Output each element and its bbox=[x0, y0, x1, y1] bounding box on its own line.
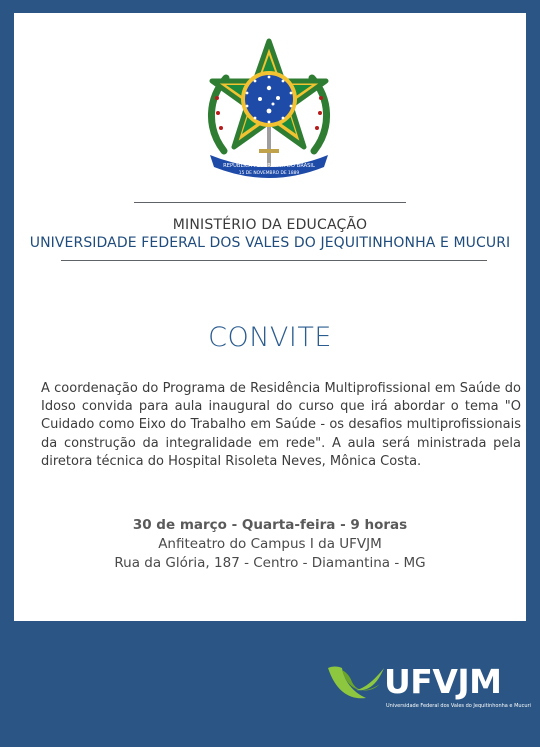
invitation-card bbox=[14, 13, 526, 621]
ufvjm-logo bbox=[326, 662, 531, 714]
invitation-body: A coordenação do Programa de Residência Multiprofissional em Saúde do Idoso convida para aula inaugural do curso que irá abordar o tema "O Cuidado como Eixo do Trabalho em Saúde - os desafios multiprofissionais da construção da integralidade em rede". A aula será ministrada pela diretora técnica do Hospital Risoleta Neves, Mônica Costa. bbox=[41, 381, 521, 469]
invitation-title: CONVITE bbox=[208, 322, 332, 353]
emblem-ribbon-text: REPÚBLICA FEDERATIVA DO BRASIL bbox=[223, 163, 315, 169]
ufvjm-logo-mark-icon bbox=[326, 662, 388, 702]
event-venue: Anfiteatro do Campus I da UFVJM bbox=[158, 536, 382, 552]
bottom-divider bbox=[61, 260, 487, 261]
ufvjm-wordmark: UFVJM bbox=[384, 662, 502, 701]
ministry-heading: MINISTÉRIO DA EDUCAÇÃO bbox=[172, 217, 368, 233]
event-address: Rua da Glória, 187 - Centro - Diamantina - MG bbox=[114, 555, 426, 571]
emblem-date-text: 15 DE NOVEMBRO DE 1889 bbox=[238, 171, 300, 176]
ufvjm-subtitle: Universidade Federal dos Vales do Jequitinhonha e Mucuri bbox=[386, 703, 531, 709]
brazil-coat-of-arms-icon bbox=[204, 33, 334, 183]
top-divider bbox=[134, 202, 406, 203]
event-date-time: 30 de março - Quarta-feira - 9 horas bbox=[132, 517, 408, 533]
university-heading: UNIVERSIDADE FEDERAL DOS VALES DO JEQUITINHONHA E MUCURI bbox=[29, 235, 511, 251]
